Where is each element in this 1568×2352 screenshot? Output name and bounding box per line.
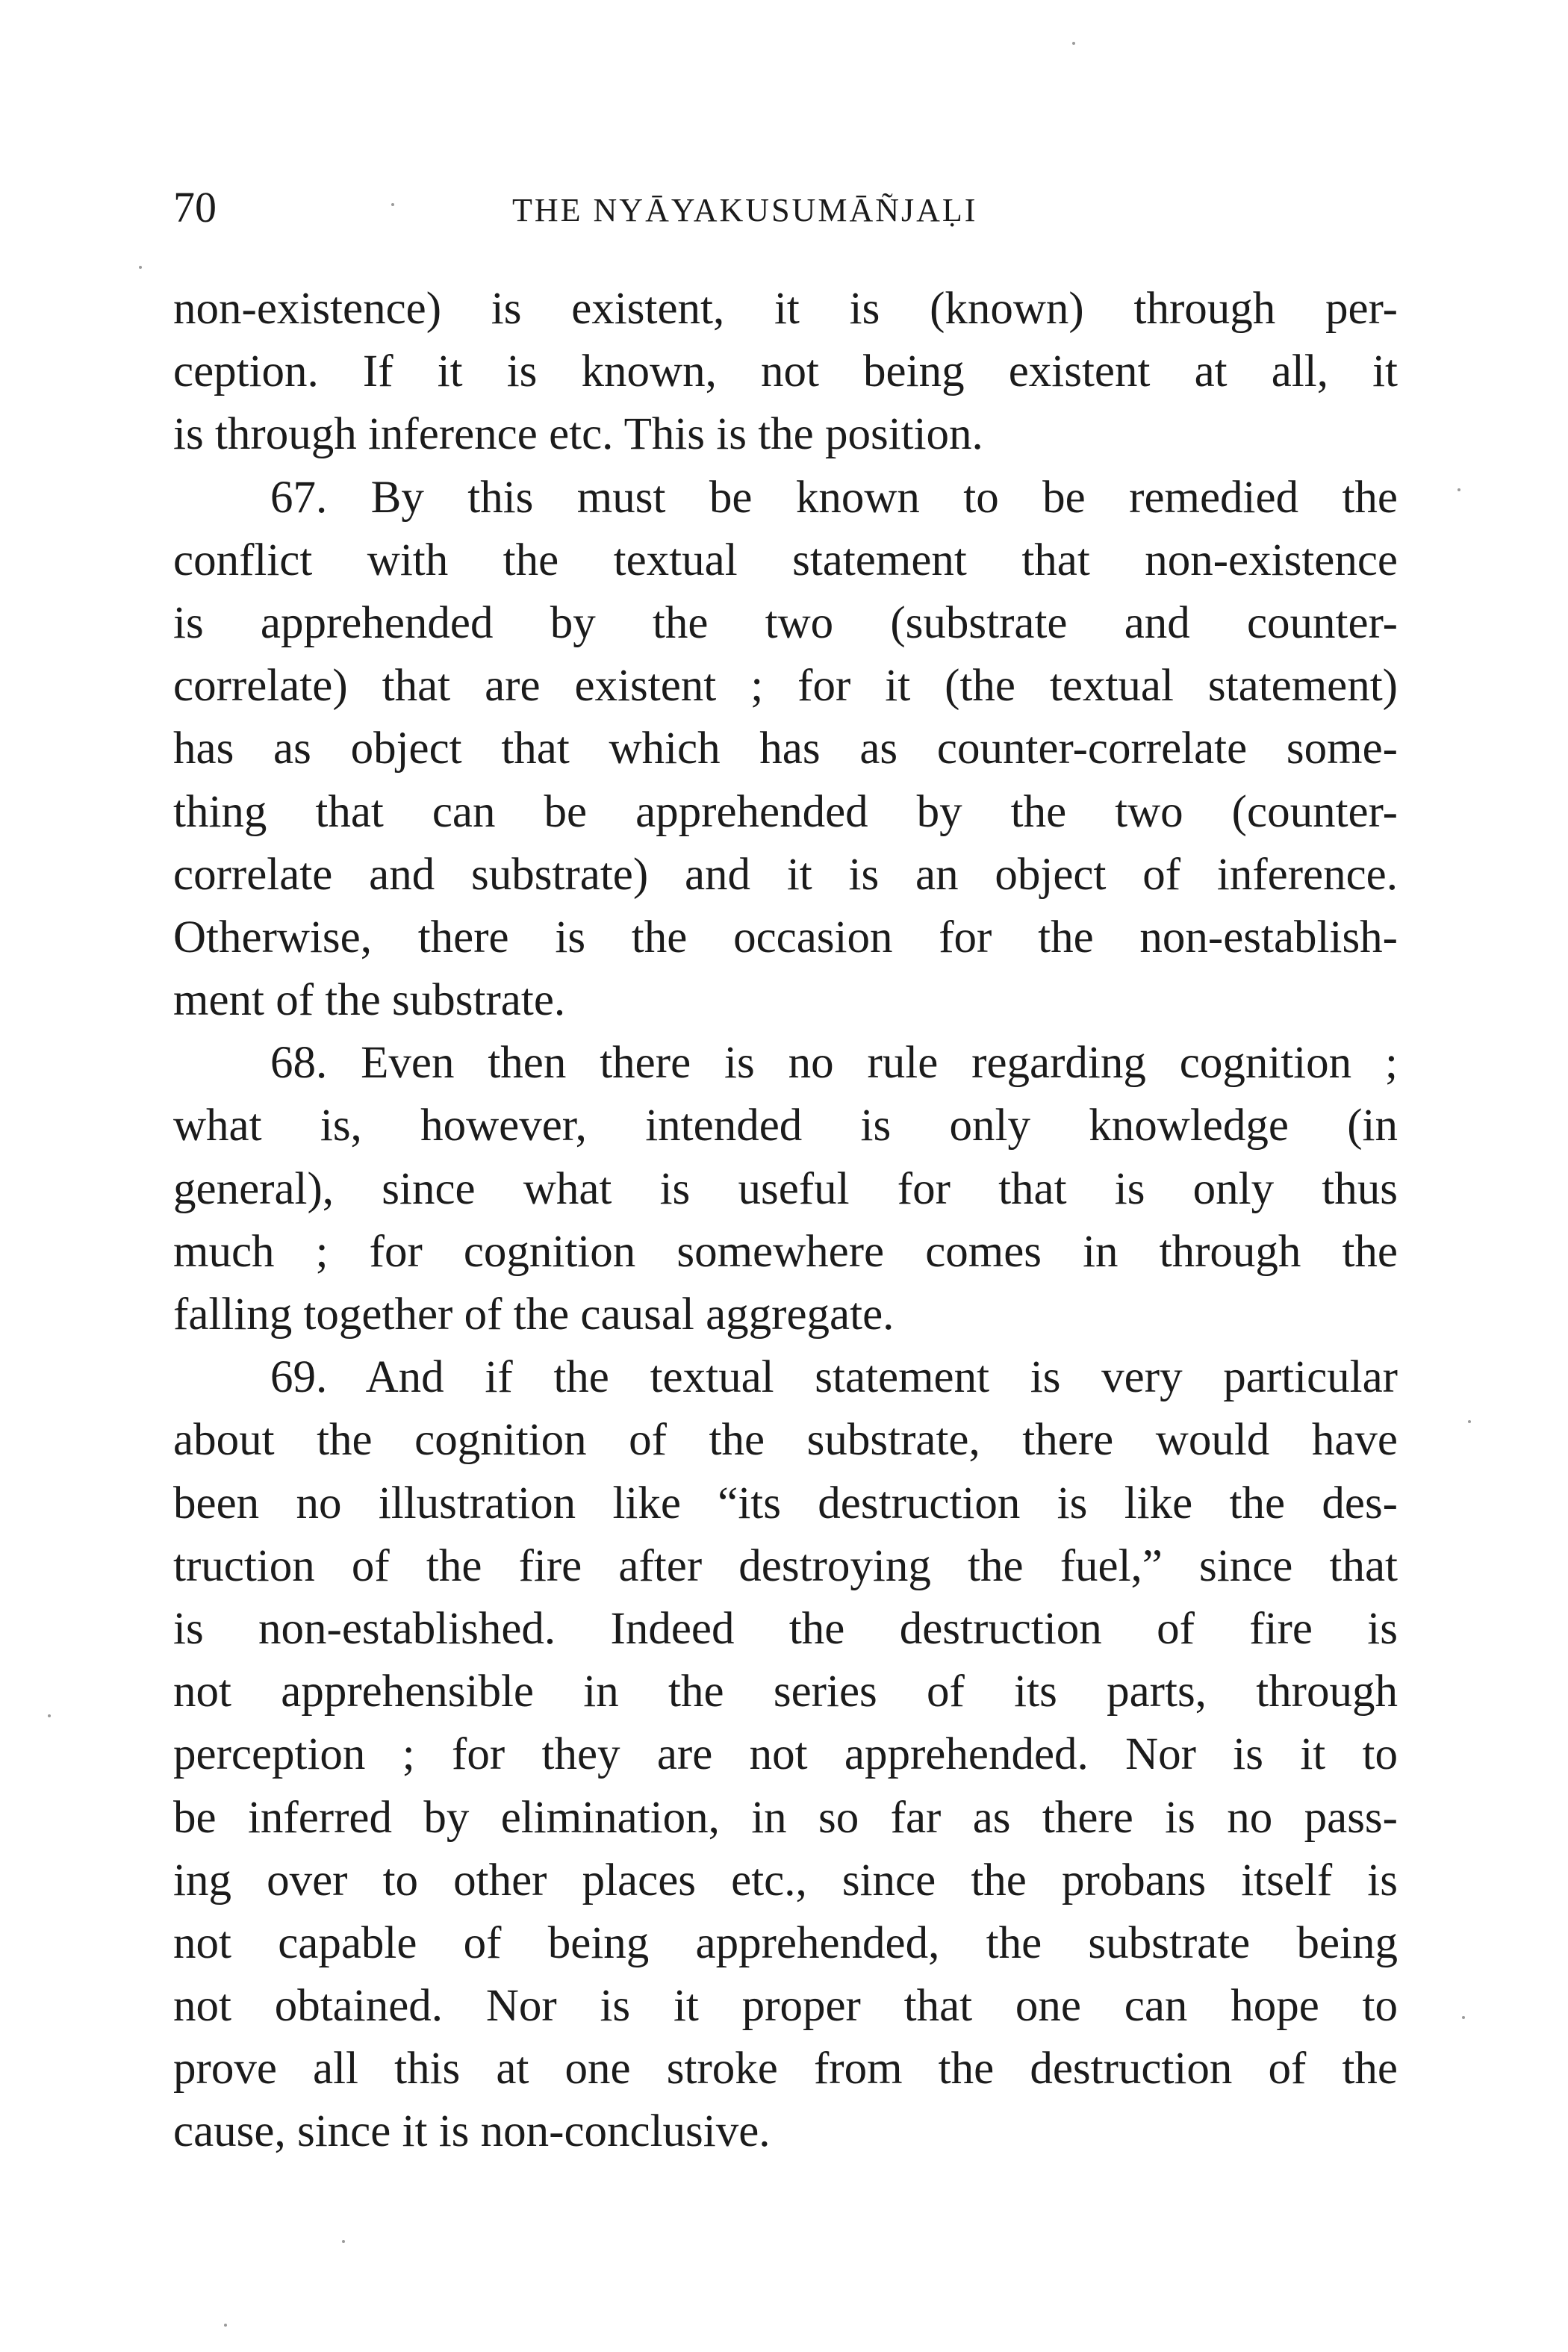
text-line: conflict with the textual statement that non-existence [173, 535, 1398, 585]
text-line: be inferred by elimination, in so far as there is no pass- [173, 1792, 1398, 1843]
text-line: ment of the substrate. [173, 975, 566, 1026]
text-line: prove all this at one stroke from the destruction of the [173, 2044, 1398, 2094]
text-line: general), since what is useful for that is only thus [173, 1163, 1398, 1214]
text-line: is non-established. Indeed the destruction of fire is [173, 1603, 1398, 1654]
text-line: non-existence) is existent, it is (known) through per- [173, 284, 1398, 334]
text-line: not obtained. Nor is it proper that one can hope to [173, 1981, 1398, 2032]
book-title: THE NYĀYAKUSUMĀÑJAḶI [512, 192, 978, 228]
scan-speck [342, 2240, 345, 2243]
scan-speck [1462, 2016, 1465, 2019]
running-head [173, 178, 1398, 237]
scan-speck [1072, 42, 1075, 45]
scan-speck [139, 266, 142, 269]
body-text [173, 278, 1398, 2164]
text-line: been no illustration like “its destruction is like the des- [173, 1478, 1398, 1528]
scan-speck [48, 1714, 51, 1717]
page-number: 70 [173, 183, 217, 231]
text-line: thing that can be apprehended by the two (counter- [173, 786, 1398, 837]
text-line: perception ; for they are not apprehended. Nor is it to [173, 1729, 1398, 1780]
text-line: truction of the fire after destroying the fuel,” since that [173, 1540, 1398, 1591]
paragraph-67-start: 67. By this must be known to be remedied the [270, 472, 1398, 523]
text-line: has as object that which has as counter-correlate some- [173, 724, 1398, 774]
text-line: about the cognition of the substrate, there would have [173, 1415, 1398, 1466]
scan-speck [1468, 1420, 1471, 1423]
text-line: correlate) that are existent ; for it (the textual statement) [173, 661, 1398, 712]
text-line: falling together of the causal aggregate. [173, 1289, 895, 1340]
paragraph-68-start: 68. Even then there is no rule regarding cognition ; [270, 1038, 1398, 1089]
text-line: is through inference etc. This is the position. [173, 409, 983, 460]
text-line: is apprehended by the two (substrate and counter- [173, 597, 1398, 648]
scan-speck [391, 203, 394, 206]
text-line: cause, since it is non-conclusive. [173, 2106, 771, 2157]
scan-speck [1457, 488, 1460, 491]
text-line: Otherwise, there is the occasion for the non-establish- [173, 912, 1398, 962]
text-line: not apprehensible in the series of its parts, through [173, 1667, 1398, 1717]
text-line: what is, however, intended is only knowledge (in [173, 1101, 1398, 1151]
text-line: ception. If it is known, not being existent at all, it [173, 346, 1398, 397]
paragraph-69-start: 69. And if the textual statement is very particular [270, 1352, 1398, 1403]
text-line: correlate and substrate) and it is an object of inference. [173, 849, 1398, 900]
text-line: much ; for cognition somewhere comes in through the [173, 1226, 1398, 1277]
text-line: not capable of being apprehended, the substrate being [173, 1917, 1398, 1968]
text-line: ing over to other places etc., since the probans itself is [173, 1855, 1398, 1905]
scan-speck [224, 2324, 227, 2327]
